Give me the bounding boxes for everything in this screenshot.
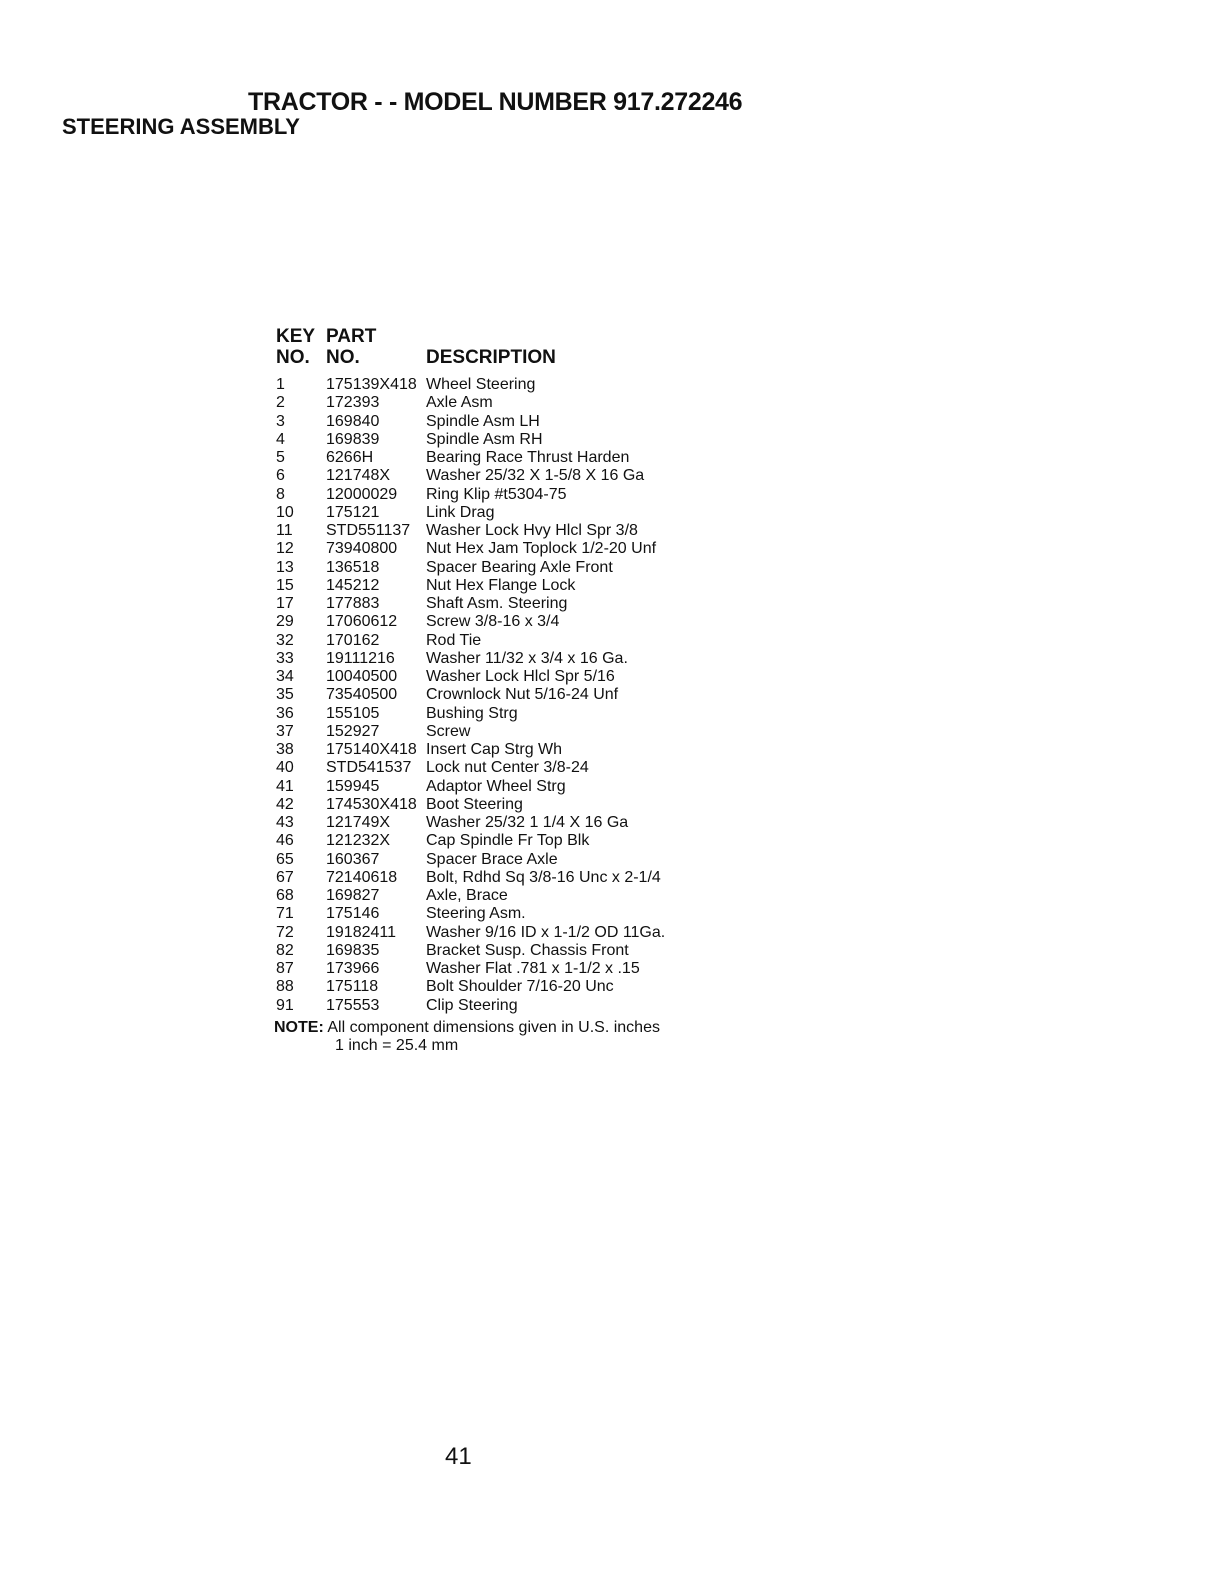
description-cell: Washer 25/32 1 1/4 X 16 Ga — [426, 814, 629, 831]
key-no-cell: 3 — [276, 412, 285, 430]
table-row — [276, 997, 796, 1015]
part-no-cell: 121749X — [326, 814, 391, 831]
table-row — [276, 595, 796, 613]
part-no-cell: 121232X — [326, 832, 391, 850]
key-no-cell: 5 — [276, 449, 285, 466]
part-no-cell: STD551137 — [326, 522, 411, 539]
part-no-cell: 169839 — [326, 430, 380, 448]
table-row — [276, 449, 796, 467]
description-cell: Shaft Asm. Steering — [426, 595, 568, 612]
description-cell: Insert Cap Strg Wh — [426, 741, 563, 758]
part-no-cell: 169827 — [326, 887, 380, 904]
description-cell: Bolt, Rdhd Sq 3/8-16 Unc x 2-1/4 — [426, 868, 661, 886]
table-row — [276, 632, 796, 650]
description-cell: Steering Asm. — [426, 905, 526, 923]
description-cell: Ring Klip #t5304-75 — [426, 485, 567, 503]
table-row — [276, 741, 796, 759]
section-heading: STEERING ASSEMBLY — [62, 114, 300, 139]
table-row — [276, 960, 796, 978]
part-no-cell: 169835 — [326, 941, 380, 959]
key-no-cell: 36 — [276, 704, 294, 722]
key-no-cell: 42 — [276, 795, 294, 813]
table-row — [276, 869, 796, 887]
description-cell: Spindle Asm LH — [426, 412, 540, 430]
part-no-cell: 152927 — [326, 722, 380, 740]
key-no-cell: 87 — [276, 960, 294, 977]
parts-list — [276, 326, 796, 1015]
part-no-cell: 73540500 — [326, 686, 398, 704]
key-no-cell: 88 — [276, 978, 294, 996]
table-row — [276, 723, 796, 741]
part-no-cell: 170162 — [326, 631, 380, 649]
part-no-cell: 169840 — [326, 412, 380, 430]
key-no-header: NO. — [276, 347, 310, 368]
table-row — [276, 832, 796, 850]
page-number: 41 — [445, 1443, 472, 1470]
table-row — [276, 796, 796, 814]
table-row — [276, 924, 796, 942]
table-row — [276, 942, 796, 960]
part-no-cell: 6266H — [326, 449, 374, 466]
table-row — [276, 613, 796, 631]
part-no-cell: 175140X418 — [326, 741, 417, 758]
key-no-cell: 65 — [276, 850, 294, 868]
part-no-cell: 73940800 — [326, 540, 398, 558]
key-no-cell: 15 — [276, 576, 294, 594]
table-row — [276, 905, 796, 923]
key-no-cell: 33 — [276, 649, 294, 667]
table-row — [276, 577, 796, 595]
key-no-cell: 10 — [276, 503, 294, 521]
key-no-cell: 68 — [276, 887, 294, 904]
part-no-cell: 72140618 — [326, 868, 398, 886]
table-row — [276, 467, 796, 485]
table-row — [276, 814, 796, 832]
table-row — [276, 376, 796, 394]
description-cell: Washer Flat .781 x 1-1/2 x .15 — [426, 960, 640, 977]
key-no-cell: 34 — [276, 668, 294, 685]
part-column-header: PART — [326, 326, 377, 347]
note-line-2: 1 inch = 25.4 mm — [335, 1037, 459, 1054]
description-cell: Adaptor Wheel Strg — [426, 777, 566, 795]
key-column-header: KEY — [276, 326, 316, 347]
part-no-cell: 174530X418 — [326, 795, 417, 813]
table-row — [276, 686, 796, 704]
description-cell: Cap Spindle Fr Top Blk — [426, 832, 590, 850]
part-no-cell: 175146 — [326, 905, 380, 923]
key-no-cell: 38 — [276, 741, 294, 758]
part-no-cell: 172393 — [326, 394, 380, 412]
key-no-cell: 6 — [276, 467, 285, 485]
table-row — [276, 650, 796, 668]
part-no-cell: 10040500 — [326, 668, 398, 685]
description-cell: Crownlock Nut 5/16-24 Unf — [426, 686, 619, 704]
table-row — [276, 486, 796, 504]
table-row — [276, 705, 796, 723]
column-header-line-1 — [276, 326, 796, 347]
key-no-cell: 67 — [276, 868, 294, 886]
part-no-cell: 175118 — [326, 978, 379, 996]
key-no-cell: 71 — [276, 905, 294, 923]
table-row — [276, 668, 796, 686]
key-no-cell: 11 — [276, 522, 293, 539]
description-cell: Bracket Susp. Chassis Front — [426, 941, 629, 959]
table-row — [276, 978, 796, 996]
part-no-cell: 175553 — [326, 996, 380, 1014]
table-row — [276, 540, 796, 558]
key-no-cell: 1 — [276, 376, 285, 393]
table-row — [276, 413, 796, 431]
key-no-cell: 41 — [276, 777, 294, 795]
description-cell: Clip Steering — [426, 996, 518, 1014]
description-cell: Nut Hex Flange Lock — [426, 576, 576, 594]
part-no-cell: 121748X — [326, 467, 391, 485]
key-no-cell: 72 — [276, 923, 294, 941]
description-cell: Wheel Steering — [426, 376, 536, 393]
description-cell: Rod Tie — [426, 631, 482, 649]
key-no-cell: 35 — [276, 686, 294, 704]
part-no-cell: 155105 — [326, 704, 380, 722]
description-cell: Screw 3/8-16 x 3/4 — [426, 613, 560, 631]
table-row — [276, 887, 796, 905]
description-cell: Nut Hex Jam Toplock 1/2-20 Unf — [426, 540, 657, 558]
key-no-cell: 13 — [276, 558, 294, 576]
part-no-cell: 173966 — [326, 960, 380, 977]
part-no-cell: 136518 — [326, 558, 380, 576]
part-no-cell: 19182411 — [326, 923, 396, 941]
key-no-cell: 40 — [276, 759, 294, 777]
table-row — [276, 504, 796, 522]
part-no-cell: 19111216 — [326, 649, 395, 667]
description-cell: Screw — [426, 722, 471, 740]
description-cell: Bushing Strg — [426, 704, 518, 722]
note-line-1 — [274, 1019, 660, 1037]
note — [274, 1019, 660, 1055]
key-no-cell: 12 — [276, 540, 294, 558]
description-cell: Link Drag — [426, 503, 495, 521]
table-row — [276, 522, 796, 540]
table-row — [276, 851, 796, 869]
description-cell: Spacer Bearing Axle Front — [426, 558, 613, 576]
table-row — [276, 759, 796, 777]
description-cell: Bearing Race Thrust Harden — [426, 449, 630, 466]
key-no-cell: 43 — [276, 814, 294, 831]
part-no-cell: 177883 — [326, 595, 380, 612]
table-row — [276, 431, 796, 449]
key-no-cell: 91 — [276, 996, 294, 1014]
description-cell: Washer Lock Hvy Hlcl Spr 3/8 — [426, 522, 638, 539]
table-row — [276, 559, 796, 577]
description-cell: Washer 9/16 ID x 1-1/2 OD 11Ga. — [426, 923, 666, 941]
key-no-cell: 46 — [276, 832, 294, 850]
column-header-line-2 — [276, 347, 796, 368]
page-title: TRACTOR - - MODEL NUMBER 917.272246 — [248, 88, 743, 116]
parts-rows — [276, 376, 796, 1015]
description-cell: Boot Steering — [426, 795, 523, 813]
part-no-cell: 160367 — [326, 850, 380, 868]
part-no-cell: 145212 — [326, 576, 380, 594]
key-no-cell: 32 — [276, 631, 294, 649]
key-no-cell: 2 — [276, 394, 285, 412]
description-cell: Washer 25/32 X 1-5/8 X 16 Ga — [426, 467, 645, 485]
part-no-cell: 175139X418 — [326, 376, 417, 393]
part-no-cell: 12000029 — [326, 485, 398, 503]
part-no-cell: 17060612 — [326, 613, 398, 631]
part-no-cell: 175121 — [326, 503, 380, 521]
key-no-cell: 29 — [276, 613, 294, 631]
description-cell: Axle, Brace — [426, 887, 508, 904]
note-text: All component dimensions given in U.S. inches — [327, 1019, 660, 1036]
key-no-cell: 8 — [276, 485, 285, 503]
table-row — [276, 394, 796, 412]
part-no-cell: STD541537 — [326, 759, 412, 777]
description-cell: Axle Asm — [426, 394, 493, 412]
part-no-header: NO. — [326, 347, 360, 368]
description-cell: Washer Lock Hlcl Spr 5/16 — [426, 668, 615, 685]
part-no-cell: 159945 — [326, 777, 380, 795]
description-cell: Washer 11/32 x 3/4 x 16 Ga. — [426, 649, 628, 667]
description-cell: Bolt Shoulder 7/16-20 Unc — [426, 978, 614, 996]
key-no-cell: 4 — [276, 430, 285, 448]
table-row — [276, 778, 796, 796]
description-cell: Spindle Asm RH — [426, 430, 543, 448]
description-cell: Lock nut Center 3/8-24 — [426, 759, 589, 777]
key-no-cell: 82 — [276, 941, 294, 959]
key-no-cell: 17 — [276, 595, 294, 612]
description-cell: Spacer Brace Axle — [426, 850, 558, 868]
description-header: DESCRIPTION — [426, 347, 556, 368]
note-label: NOTE: — [274, 1019, 324, 1036]
key-no-cell: 37 — [276, 722, 294, 740]
